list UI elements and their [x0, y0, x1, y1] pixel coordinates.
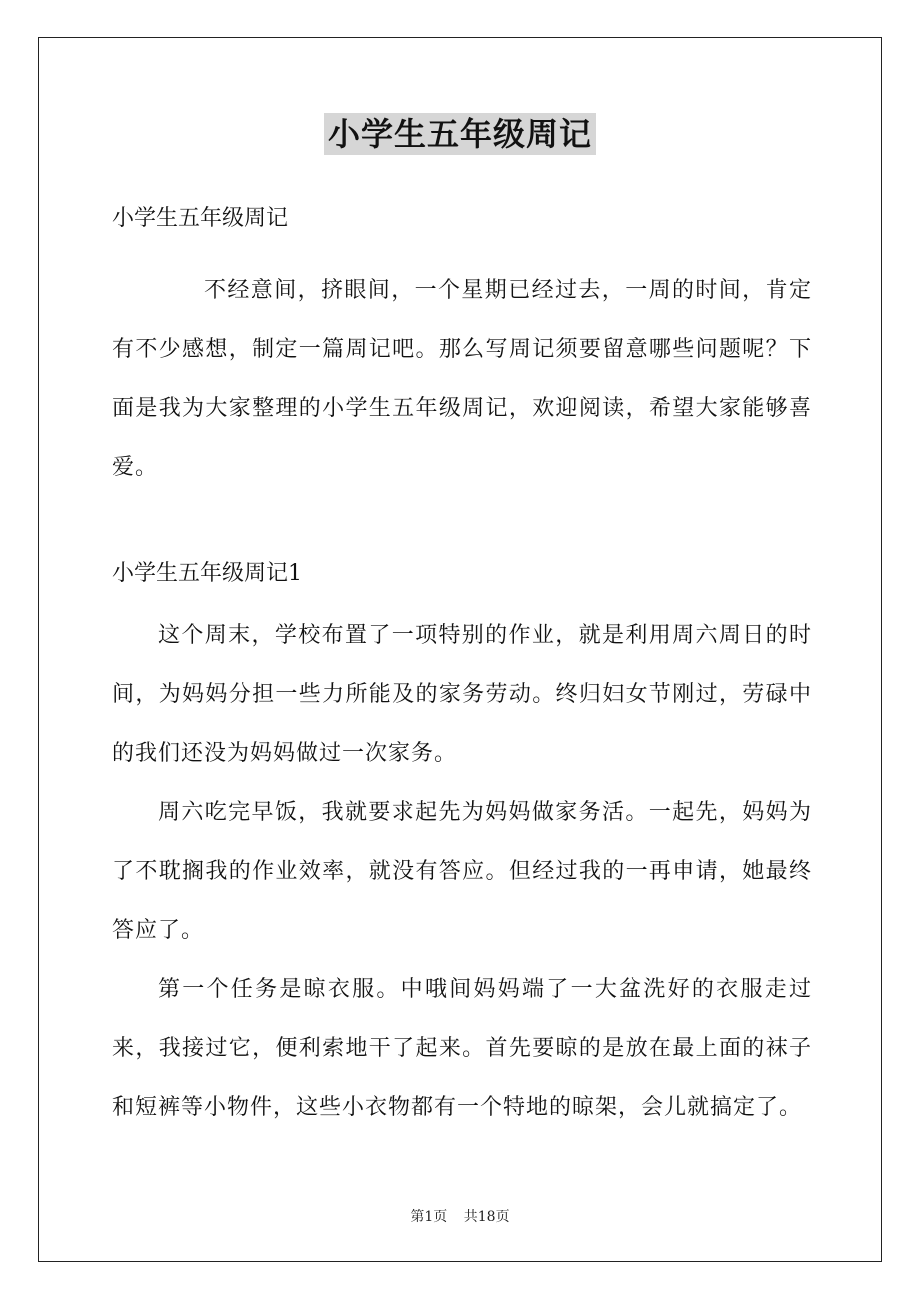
document-body: [112, 196, 812, 1137]
body-paragraph: 第一个任务是晾衣服。中哦间妈妈端了一大盆洗好的衣服走过来，我接过它，便利索地干了起来。首先要晾的是放在最上面的袜子和短裤等小物件，这些小衣物都有一个特地的晾架，会儿就搞定了。: [112, 977, 812, 1120]
page-footer: [0, 1206, 920, 1226]
document-title-text: 小学生五年级周记: [324, 113, 596, 155]
page-total: 共18页: [463, 1209, 510, 1225]
intro-paragraph: 不经意间，挤眼间，一个星期已经过去，一周的时间，肯定有不少感想，制定一篇周记吧。那么写周记须要留意哪些问题呢？下面是我为大家整理的小学生五年级周记，欢迎阅读，希望大家能够喜爱。: [112, 278, 812, 480]
section-heading: 小学生五年级周记1: [112, 561, 302, 586]
body-paragraph: 这个周末，学校布置了一项特别的作业，就是利用周六周日的时间，为妈妈分担一些力所能及的家务劳动。终归妇女节刚过，劳碌中的我们还没为妈妈做过一次家务。: [112, 623, 812, 766]
page-number: 第1页: [410, 1209, 448, 1225]
body-paragraph: 周六吃完早饭，我就要求起先为妈妈做家务活。一起先，妈妈为了不耽搁我的作业效率，就没有答应。但经过我的一再申请，她最终答应了。: [112, 800, 812, 943]
document-title: [0, 113, 920, 155]
subtitle: 小学生五年级周记: [112, 206, 289, 231]
